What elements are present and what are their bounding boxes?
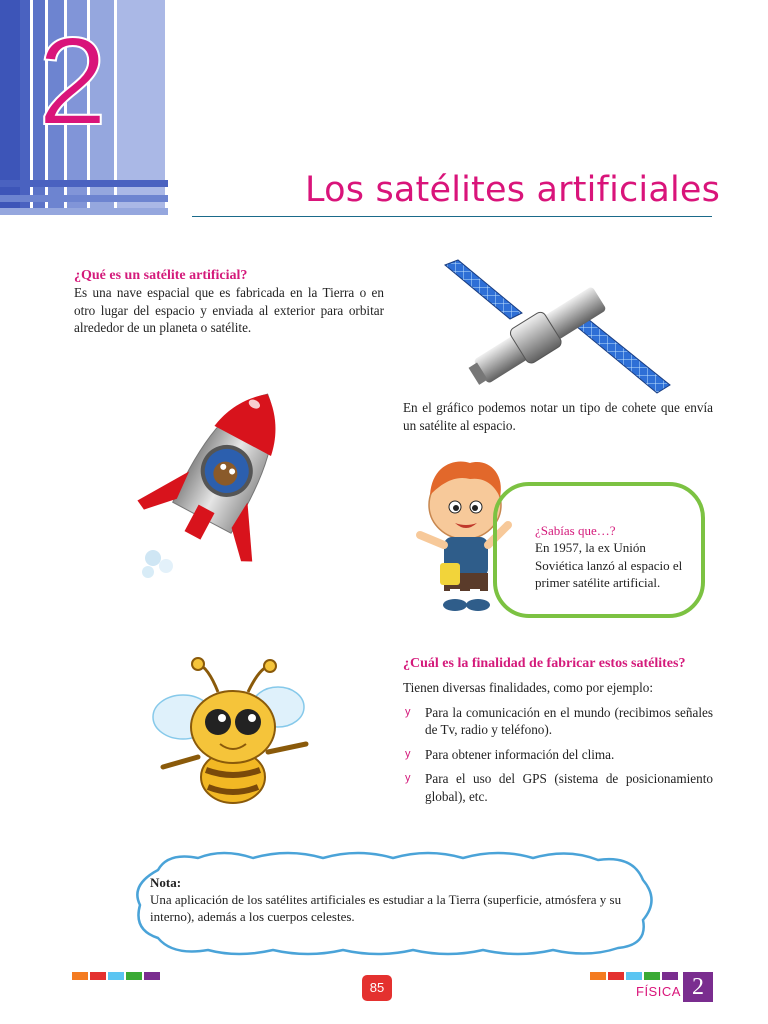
section-heading: ¿Cuál es la finalidad de fabricar estos satélites? <box>403 656 686 671</box>
chapter-badge: 2 <box>683 972 713 1002</box>
list-item-text: Para el uso del GPS (sistema de posicionamiento global), etc. <box>425 771 713 804</box>
list-item <box>403 746 713 764</box>
fun-fact-heading: ¿Sabías que…? <box>535 523 616 538</box>
bullet-mark: y <box>405 747 411 760</box>
bullet-mark: y <box>405 772 411 784</box>
list-item-text: Para la comunicación en el mundo (recibimos señales de Tv, radio y teléfono). <box>425 704 713 737</box>
chapter-number: 2 <box>38 13 107 151</box>
list-item-text: Para obtener información del clima. <box>425 746 615 762</box>
satellite-illustration <box>440 255 675 400</box>
note-label: Nota: <box>150 875 182 890</box>
note-content <box>150 874 640 925</box>
section-what-is <box>74 268 384 337</box>
bee-illustration <box>148 652 313 817</box>
fun-fact-body: En 1957, la ex Unión Soviética lanzó al espacio el primer satélite artificial. <box>535 540 683 590</box>
section-intro: Tienen diversas finalidades, como por ejemplo: <box>403 680 654 695</box>
title-divider <box>192 216 712 217</box>
list-item <box>403 704 713 739</box>
page-title: Los satélites artificiales <box>305 170 721 210</box>
rocket-caption: En el gráfico podemos notar un tipo de cohete que envía un satélite al espacio. <box>403 400 713 433</box>
fun-fact-content <box>535 522 685 592</box>
subject-label: FÍSICA <box>636 984 681 999</box>
section-purpose <box>403 655 713 812</box>
section-heading: ¿Qué es un satélite artificial? <box>74 268 248 283</box>
note-body: Una aplicación de los satélites artificiales es estudiar a la Tierra (superficie, atmósfera y su interno), además a los cuerpos celestes. <box>150 892 622 924</box>
page-number: 85 <box>362 975 392 1001</box>
bullet-mark: y <box>405 705 411 718</box>
section-body: Es una nave espacial que es fabricada en la Tierra o en otro lugar del espacio y enviada al exterior para orbitar alrededor de un planeta o satélite. <box>74 285 384 335</box>
purpose-list <box>403 704 713 806</box>
list-item <box>403 770 713 805</box>
rocket-illustration <box>128 378 308 583</box>
